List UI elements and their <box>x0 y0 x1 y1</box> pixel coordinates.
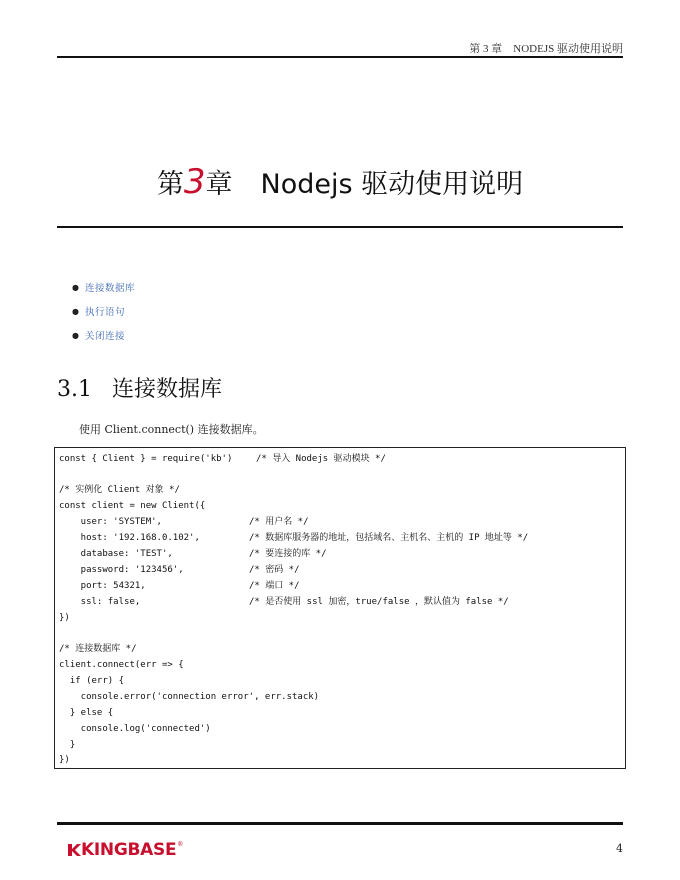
code-line: console.error('connection error', err.stack) <box>59 692 320 702</box>
code-comment: /* 数据库服务器的地址，包括域名、主机名、主机的 IP 地址等 */ <box>249 533 529 543</box>
toc-item <box>72 323 135 347</box>
chapter-suffix: 章 <box>205 169 233 200</box>
code-line: host: '192.168.0.102', <box>59 533 200 543</box>
section-number: 3.1 <box>57 377 92 402</box>
chapter-name: Nodejs 驱动使用说明 <box>260 169 524 200</box>
code-line: client.connect(err => { <box>59 660 184 670</box>
code-comment: /* 端口 */ <box>249 581 300 591</box>
bullet-icon: ● <box>72 282 79 292</box>
code-comment: /* 用户名 */ <box>249 517 309 527</box>
toc-link-execute[interactable]: 执行语句 <box>85 307 126 318</box>
header-rule <box>57 56 623 58</box>
code-line: port: 54321, <box>59 581 146 591</box>
chapter-prefix: 第 <box>156 169 184 200</box>
code-line: }) <box>59 613 70 623</box>
bullet-icon: ● <box>72 306 79 316</box>
running-header: 第 3 章 NODEJS 驱动使用说明 <box>469 43 623 55</box>
section-heading <box>57 372 222 403</box>
code-comment: /* 要连接的库 */ <box>249 549 327 559</box>
code-comment: /* 是否使用 ssl 加密，true/false ，默认值为 false */ <box>249 597 509 607</box>
logo-mark-icon <box>67 840 81 860</box>
toc-item <box>72 299 135 323</box>
code-line: const { Client } = require('kb') <box>59 454 233 464</box>
code-line: }) <box>59 755 70 765</box>
code-comment: /* 密码 */ <box>249 565 300 575</box>
toc-link-connect[interactable]: 连接数据库 <box>85 283 136 294</box>
code-line: const client = new Client({ <box>59 501 206 511</box>
chapter-rule <box>57 226 623 228</box>
code-block <box>54 447 626 769</box>
code-line: /* 连接数据库 */ <box>59 644 137 654</box>
section-title: 连接数据库 <box>112 377 223 402</box>
code-line: user: 'SYSTEM', <box>59 517 162 527</box>
code-line: ssl: false, <box>59 597 141 607</box>
bullet-icon: ● <box>72 330 79 340</box>
kingbase-logo <box>67 840 183 860</box>
logo-registered-mark: ® <box>177 841 184 848</box>
code-line: password: '123456', <box>59 565 184 575</box>
intro-paragraph: 使用 Client.connect() 连接数据库。 <box>79 423 264 436</box>
chapter-toc <box>72 275 135 347</box>
chapter-number: 3 <box>183 162 206 202</box>
code-line: /* 实例化 Client 对象 */ <box>59 485 180 495</box>
toc-link-close[interactable]: 关闭连接 <box>85 331 126 342</box>
chapter-title <box>0 162 680 202</box>
logo-wordmark: KINGBASE <box>81 840 177 860</box>
toc-item <box>72 275 135 299</box>
footer-rule <box>57 822 623 825</box>
code-line: database: 'TEST', <box>59 549 173 559</box>
code-line: console.log('connected') <box>59 724 211 734</box>
code-comment: /* 导入 Nodejs 驱动模块 */ <box>256 454 386 464</box>
code-line: } <box>59 740 76 750</box>
page-number: 4 <box>616 842 623 855</box>
code-line: } else { <box>59 708 114 718</box>
code-line: if (err) { <box>59 676 125 686</box>
